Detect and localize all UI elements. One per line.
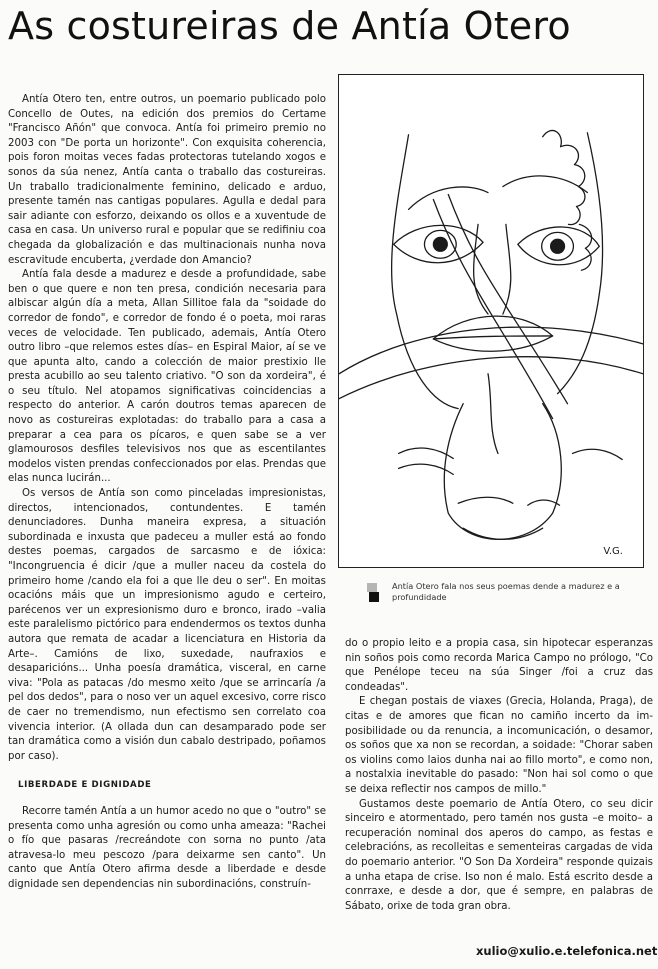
face-drawing-illustration <box>339 75 643 567</box>
artist-signature: V.G. <box>603 546 623 557</box>
article-right-column <box>345 637 653 914</box>
paragraph: Gustamos deste poemario de Antía Otero, co seu dicir sinceiro e atormentado, pero tamén nos gusta –e moito– a recuperación nominal dos aperos do campo, as festas e celebracións, as recolleitas e sementeiras cargadas de vida do poemario anterior. "O Son Da Xordeira" responde quizais a unha etapa de crise. Iso non é malo. Está escrito desde a conrraxe, e desde a dor, que é sempre, en palabras de Sábato, orixe de toda gran obra. <box>345 798 653 912</box>
illustration-caption: Antía Otero fala nos seus poemas dende a madurez e a profundidade <box>392 581 620 602</box>
paragraph: Recorre tamén Antía a un humor acedo no que o "outro" se presenta como unha agresión ou como unha ameaza: "Rachei o fío que pasaras /recreándote con sorna no punto /ata atravesa-lo meu pescozo /para deixarme sen canto". Un canto que Antía Otero afirma desde a liberdade e desde dignidade sen dependencias nin subordinacións, construín- <box>8 805 326 890</box>
author-email-link[interactable]: xulio@xulio.e.telefonica.net <box>476 944 658 958</box>
paragraph: Os versos de Antía son como pinceladas impresionistas, directos, intencionados, contundentes. E tamén denunciadores. Dunha maneira expresa, a situación subordinada e inxusta que padeceu a muller está ao fondo destes poemas, cargados de sarcasmo e de ióxica: "Incongruencia é dicir /que a muller naceu da costela do primeiro home /cando ela foi a que lle deu o ser". En moitas ocacións máis que un impresionismo agudo e certeiro, parécenos ver un expresionismo duro e bronco, irado –valia este paralelismo pictórico para endendermos os textos dunha autora que remata de acadar a licenciatura en Historia da Arte–. Camións de lixo, suxedade, naufraxios e desaparicións... Unha poesía dramática, visceral, en carne viva: "Pola as patacas /do mesmo xeito /que se arrincaría /a pel dos dedos", para o noso ver un aquel excesivo, corre risco de caer no tremendismo, nun efectismo sen correlato coa vivencia interior. (A ollada dun can desamparado pode ser tan dramática como a visión dun cabalo destripado, poñamos por caso). <box>8 488 326 762</box>
section-subheading: LIBERDADE E DIGNIDADE <box>18 780 152 791</box>
paragraph: E chegan postais de viaxes (Grecia, Holanda, Praga), de citas e de amores que fican no camiño incerto da im-posibilidade ou da renuncia, a incomunicación, o desamor, os soños que xa non se recordan, a soidade: "Chorar saben os violins como laios dunha nai ao fillo morto", e como non, a nostalxia inevitable do pasado: "Non hai sol como o que se deixa reflectir nos campos de millo." <box>345 696 653 795</box>
paragraph: Antía Otero ten, entre outros, un poemario publicado polo Concello de Outes, na edición dos premios do Certame "Francisco Añón" que convoca. Antía foi primeiro premio no 2003 con "De porta un horizonte". Con exquisita coherencia, pois foron moitas veces fadas protectoras tutelando xogos e sonos da súa nenez, Antía canta o traballo das costureiras. Un traballo tradicionalmente feminino, delicado e arduo, presente tamén nas cantigas populares. Agulla e dedal para sair adiante con esforzo, deixando os ollos e a xuventude de casa en casa. Un universo rural e popular que se redifiniu coa chegada da globalización e das multinacionais nunha nova escravitude encuberta, ¿verdade don Amancio? <box>8 94 326 266</box>
article-left-column <box>8 93 326 892</box>
paragraph: Antía fala desde a madurez e desde a profundidade, sabe ben o que quere e non ten presa, condición necesaria para albiscar algún día a meta, Allan Sillitoe fala da "soidade do corredor de fondo", e corredor de fondo é o poeta, moi raras veces de velocidade. Ten publicado, ademais, Antía Otero outro libro –que relemos estes días– en Espiral Maior, aí se ve que apunta alto, cando a colección de maior prestixio lle presta acubillo ao seu talento criativo. "O son da xordeira", é o seu título. Nel atopamos significativas coincidencias a respecto do anterior. A carón doutros temas aparecen de novo as costureiras explotadas: do traballo para a casa a preparar a cea para os pícaros, e quen sabe se a ver glamourosos desfiles televisivos nos que as escentilantes modelos visten prendas confeccionados por elas. Prendas que elas nunca lucirán... <box>8 269 326 485</box>
illustration-frame <box>338 74 644 568</box>
caption-marker-icon <box>367 583 379 603</box>
paragraph: do o propio leito e a propia casa, sin hipotecar esperanzas nin soños pois como recorda Marica Campo no prólogo, "Co que Penélope teceu na súa Singer /foi a cruz das condeadas". <box>345 638 653 693</box>
page-title: As costureiras de Antía Otero <box>8 4 571 48</box>
